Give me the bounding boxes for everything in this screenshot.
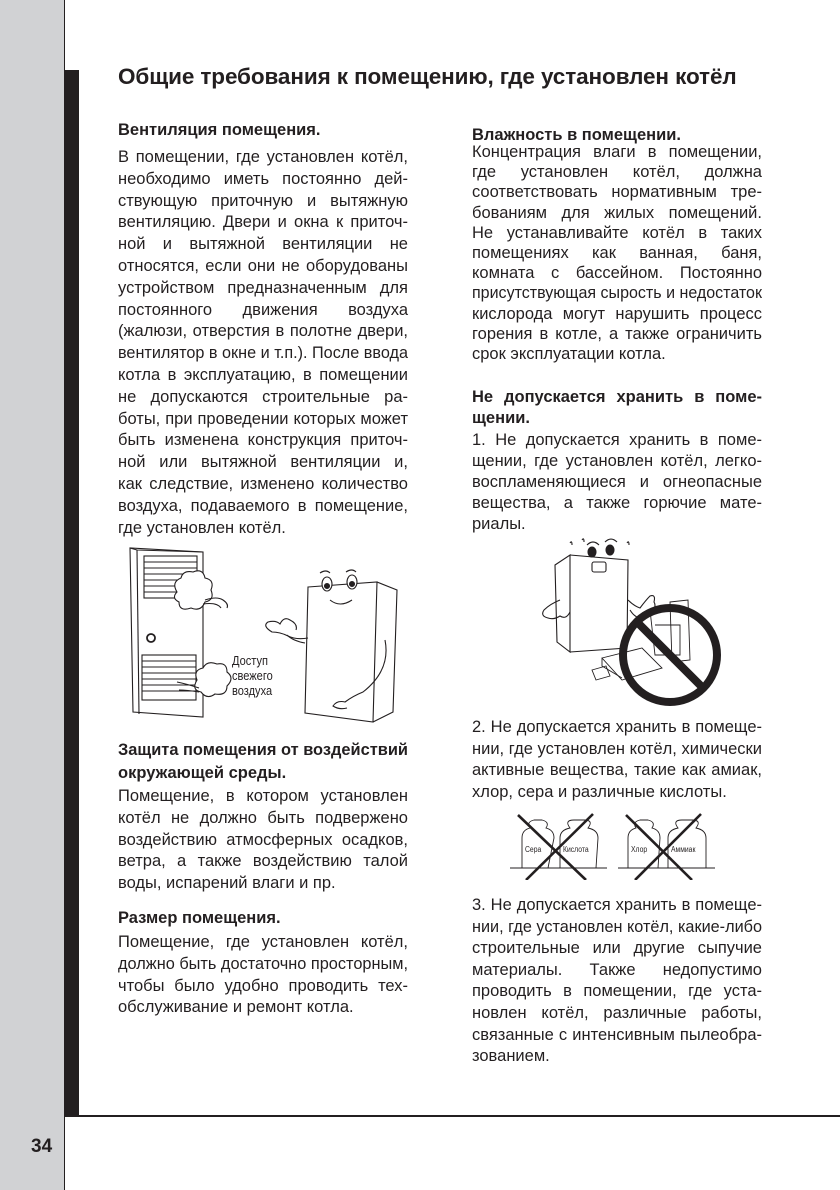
storage-heading (472, 387, 762, 429)
text-line-content: необходимо иметь постоянно дей- (118, 169, 408, 188)
ventilation-text (118, 147, 408, 539)
text-line (118, 739, 408, 762)
storage-item-3 (472, 895, 762, 1068)
text-line-content: постоянного движения воздуха (118, 300, 408, 319)
text-line-content: активные вещества, такие как амиак, (472, 761, 762, 780)
text-line-content: воздуха, подаваемого в помещение, (118, 496, 408, 515)
text-line (118, 212, 408, 234)
text-line (118, 932, 408, 954)
fresh-air-label-line: воздуха (232, 683, 273, 698)
text-line-content: строительные или другие сыпучие (472, 939, 762, 958)
text-line (118, 300, 408, 322)
text-line (472, 1025, 762, 1047)
text-line (472, 243, 762, 263)
text-line (472, 981, 762, 1003)
text-line (472, 408, 762, 429)
storage-item-1 (472, 430, 762, 535)
storage-item-2 (472, 717, 762, 804)
text-line-content: не допускаются строительные ра- (118, 387, 408, 406)
text-line (118, 830, 408, 852)
text-line-content: ной или вытяжной вентиляции и, (118, 453, 408, 472)
text-line (118, 430, 408, 452)
text-line (472, 263, 762, 283)
ventilation-heading (118, 119, 408, 141)
text-line-content: Вентиляция помещения. (118, 121, 321, 139)
text-line-content: срок эксплуатации котла. (472, 345, 666, 364)
text-line (472, 472, 762, 493)
text-line (472, 203, 762, 223)
text-line-content: В помещении, где установлен котёл, (118, 148, 408, 166)
text-line-content: Помещение, в котором установлен (118, 787, 408, 805)
text-line-content: соответствовать нормативным тре- (472, 183, 762, 202)
jar-label-sulfur: Сера (525, 845, 542, 854)
text-line (472, 960, 762, 982)
fresh-air-label-line: Доступ (232, 653, 268, 668)
text-line (472, 344, 762, 364)
text-line-content: быть изменена конструкция приточ- (118, 431, 408, 450)
text-line (118, 786, 408, 808)
text-line (472, 142, 762, 162)
text-line (472, 717, 762, 739)
text-line-content: материалы. Также недопустимо (472, 960, 762, 979)
text-line (118, 452, 408, 474)
text-line-content: ствующую приточную и вытяжную (118, 191, 408, 210)
text-line (472, 739, 762, 761)
text-line (472, 493, 762, 514)
page-margin-strip (0, 0, 65, 1190)
text-line-content: боты, при проведении которых может (118, 409, 408, 428)
text-line-content: вентиляцию. Двери и окна к приточ- (118, 213, 408, 232)
text-line-content: Не допускается хранить в поме- (472, 388, 762, 406)
text-line-content: Концентрация влаги в помещении, (472, 143, 762, 161)
text-line-content: котла в эксплуатацию, в помещении (118, 365, 408, 384)
text-line-content: щении, где установлен котёл, легко- (472, 452, 762, 470)
text-line-content: относятся, если они не оборудованы (118, 256, 408, 275)
jar-label-chlorine: Хлор (631, 845, 648, 854)
text-line-content: нии, где установлен котёл, какие-либо (472, 917, 762, 936)
text-line-content: риалы. (472, 515, 526, 533)
footer-rule (65, 1115, 840, 1117)
text-line-content: кислорода могут нарушить процесс (472, 304, 762, 323)
text-line (472, 895, 762, 917)
flammable-prohibited-illustration (530, 530, 730, 715)
text-line (118, 762, 408, 785)
text-line (118, 321, 408, 343)
text-line-content: щении. (472, 409, 530, 427)
text-line (472, 1003, 762, 1025)
text-line-content: проводить в помещении, где уста- (472, 982, 762, 1001)
text-line-content: 1. Не допускается хранить в поме- (472, 431, 762, 449)
text-line (118, 169, 408, 191)
text-line (118, 387, 408, 409)
text-line-content: вентилятор в окне и т.п.). После ввода (118, 344, 408, 363)
text-line-content: присутствующая сырость и недостаток (472, 284, 762, 303)
size-heading (118, 907, 408, 929)
text-line (472, 430, 762, 451)
text-line-content: связанные с интенсивным пылеобра- (472, 1025, 762, 1044)
text-line (472, 760, 762, 782)
jar-label-acid: Кислота (563, 845, 589, 854)
text-line-content: котёл не должно быть подвержено (118, 808, 408, 827)
protection-heading (118, 739, 408, 784)
text-line (118, 954, 408, 976)
page-title: Общие требования к помещению, где установлен котёл (118, 64, 737, 89)
text-line (118, 119, 408, 141)
fresh-air-label (232, 653, 273, 698)
text-line-content: окружающей среды. (118, 763, 287, 782)
text-line-content: ветра, а также воздействию талой (118, 852, 408, 871)
text-line-content: хлор, сера и различные кислоты. (472, 783, 727, 802)
text-line (118, 234, 408, 256)
text-line (118, 365, 408, 387)
section-bar (65, 70, 79, 1116)
text-line (118, 191, 408, 213)
fresh-air-illustration (115, 540, 415, 730)
text-line (472, 162, 762, 182)
text-line-content: 3. Не допускается хранить в помеще- (472, 896, 762, 914)
protection-text (118, 786, 408, 895)
text-line (472, 917, 762, 939)
text-line (472, 182, 762, 202)
text-line-content: новлен котёл, различные работы, (472, 1003, 762, 1022)
text-line (472, 938, 762, 960)
text-line (118, 474, 408, 496)
text-line (118, 808, 408, 830)
text-line (118, 496, 408, 518)
text-line-content: (жалюзи, отверстия в полотне двери, (118, 322, 408, 341)
text-line-content: нии, где установлен котёл, химически (472, 739, 762, 758)
text-line (118, 409, 408, 431)
text-line-content: 2. Не допускается хранить в помеще- (472, 718, 762, 736)
text-line (472, 324, 762, 344)
text-line (118, 256, 408, 278)
text-line-content: комната с бассейном. Постоянно (472, 264, 762, 283)
fresh-air-label-line: свежего (232, 668, 273, 683)
text-line-content: где установлен котёл, должна (472, 163, 762, 182)
text-line (118, 851, 408, 873)
text-line-content: чтобы было удобно проводить тех- (118, 976, 408, 995)
text-line-content: Размер помещения. (118, 909, 281, 927)
text-line (472, 223, 762, 243)
text-line-content: Не устанавливайте котёл в таких (472, 223, 762, 242)
text-line (472, 1046, 762, 1068)
chemicals-prohibited-illustration (470, 800, 770, 880)
text-line-content: воды, испарений влаги и пр. (118, 874, 336, 893)
text-line (118, 907, 408, 929)
text-line (118, 278, 408, 300)
text-line-content: ной и вытяжной вентиляции не (118, 235, 408, 254)
text-line (118, 343, 408, 365)
text-line-content: должно быть достаточно просторным, (118, 954, 408, 973)
text-line-content: бованиям для жилых помещений. (472, 203, 762, 222)
page-number: 34 (31, 1136, 53, 1157)
text-line-content: обслуживание и ремонт котла. (118, 998, 354, 1017)
text-line-content: воспламеняющиеся и огнеопасные (472, 473, 762, 491)
text-line-content: Помещение, где установлен котёл, (118, 933, 408, 951)
text-line-content: устройством предназначенным для (118, 278, 408, 297)
text-line-content: помещениях как ванная, баня, (472, 244, 762, 263)
text-line (472, 387, 762, 408)
text-line-content: где установлен котёл. (118, 518, 286, 537)
text-line (472, 283, 762, 303)
text-line (118, 997, 408, 1019)
text-line-content: как следствие, изменено количество (118, 474, 408, 493)
text-line (118, 518, 408, 540)
text-line-content: Влажность в помещении. (472, 126, 681, 144)
text-line (118, 976, 408, 998)
jar-label-ammonia: Аммиак (671, 845, 696, 854)
text-line-content: воздействию атмосферных осадков, (118, 830, 408, 849)
text-line-content: вещества, а также горючие мате- (472, 494, 762, 512)
humidity-text (472, 142, 762, 364)
size-text (118, 932, 408, 1019)
text-line (118, 147, 408, 169)
text-line (472, 304, 762, 324)
text-line (118, 873, 408, 895)
text-line-content: зованием. (472, 1047, 550, 1066)
text-line (472, 451, 762, 472)
text-line-content: Защита помещения от воздействий (118, 741, 408, 759)
text-line-content: горения в котле, а также ограничить (472, 324, 762, 343)
